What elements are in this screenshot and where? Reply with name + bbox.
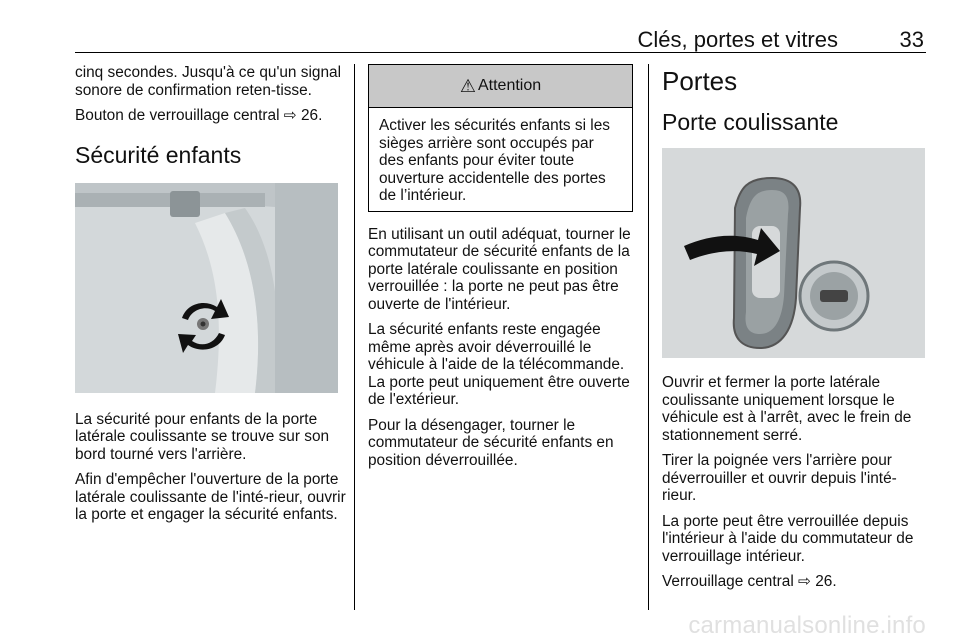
section-heading: Porte coulissante (662, 109, 839, 135)
column-divider-left (354, 64, 355, 610)
page-ref-arrow-icon: ⇨ (798, 573, 811, 590)
text-paragraph: La sécurité enfants reste engagée même après avoir déverrouillé le véhicule à l'aide de la télécommande. La porte peut uniquement être ouverte de l'extérieur. (368, 321, 630, 408)
warning-header (369, 65, 632, 108)
warning-label: Attention (477, 77, 542, 94)
warning-text: Activer les sécurités enfants si les sièges arrière sont occupés par des enfants pour éviter toute ouverture accidentelle des portes de l’intérieur. (379, 117, 610, 204)
column-middle (368, 64, 633, 477)
column-left (75, 64, 350, 532)
page-ref-link[interactable]: 26. (300, 107, 323, 124)
text-paragraph: Ouvrir et fermer la porte latérale coulissante uniquement lorsque le véhicule est à l'arrêt, avec le frein de stationnement serré. (662, 374, 912, 444)
page-ref-link[interactable]: 26. (815, 573, 837, 590)
text-paragraph: cinq secondes. Jusqu'à ce qu'un signal sonore de confirmation reten-tisse. (75, 64, 341, 99)
text-paragraph-ref (75, 107, 350, 125)
warning-triangle-icon: ⚠ (459, 75, 476, 96)
child-lock-figure (75, 183, 338, 393)
section-heading: Sécurité enfants (75, 141, 242, 168)
page-number: 33 (899, 27, 924, 52)
ref-text: Bouton de verrouillage central (75, 107, 284, 124)
text-paragraph: La porte peut être verrouillée depuis l'intérieur à l'aide du commutateur de verrouillage intérieur. (662, 512, 914, 565)
warning-box (368, 64, 633, 212)
column-right (662, 64, 930, 599)
watermark-text: carmanualsonline.info (688, 612, 926, 639)
sliding-door-handle-figure (662, 148, 925, 358)
text-paragraph: Pour la désengager, tourner le commutateur de sécurité enfants en position déverrouillée. (368, 416, 614, 469)
text-paragraph: Tirer la poignée vers l'arrière pour déverrouiller et ouvrir depuis l'inté-rieur. (662, 452, 897, 504)
page-ref-arrow-icon: ⇨ (283, 107, 297, 124)
page-header (75, 28, 926, 53)
text-paragraph: Afin d'empêcher l'ouverture de la porte latérale coulissante de l'inté-rieur, ouvrir la porte et engager la sécurité enfants. (75, 471, 346, 523)
ref-text: Verrouillage central (662, 573, 799, 590)
text-paragraph: En utilisant un outil adéquat, tourner le commutateur de sécurité enfants de la porte latérale coulissante en position verrouillée : la porte ne peut pas être ouverte de l'intérieur. (368, 225, 631, 313)
chapter-heading: Portes (662, 66, 738, 96)
page-header-title: Clés, portes et vitres (637, 27, 838, 52)
column-divider-right (648, 64, 649, 610)
text-paragraph: La sécurité pour enfants de la porte latérale coulissante se trouve sur son bord tourné vers l'arrière. (75, 410, 330, 463)
text-paragraph-ref (662, 573, 930, 591)
